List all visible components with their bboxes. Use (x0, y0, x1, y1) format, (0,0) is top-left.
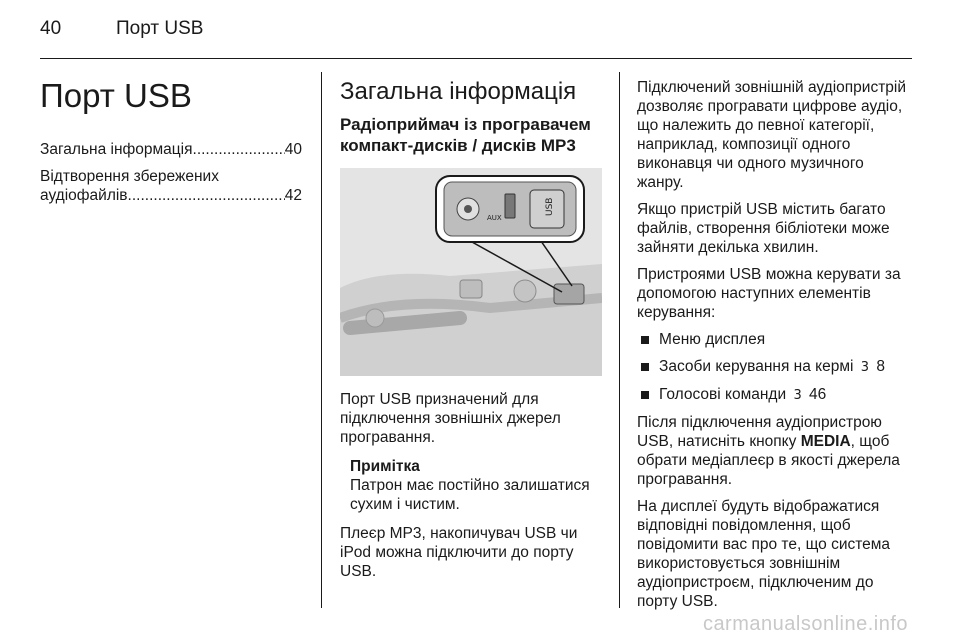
section-column (340, 78, 602, 589)
toc-leader (193, 140, 285, 159)
toc-entry-text: аудіофайлів (40, 187, 128, 204)
intro-paragraph: Порт USB призначений для підключення зовнішніх джерел програвання. (340, 391, 561, 446)
chapter-column (40, 78, 302, 213)
watermark: carmanualsonline.info (702, 613, 908, 635)
section-title: Загальна інформація (340, 78, 577, 105)
usb-port-small (554, 284, 584, 304)
bullet-square-icon (641, 363, 649, 371)
cross-reference-icon[interactable]: 3 (793, 388, 802, 403)
toc-entry-page: 40 (284, 141, 302, 158)
toc-leader (128, 186, 285, 205)
toc-entry-page: 42 (284, 187, 302, 204)
cross-reference-icon[interactable]: 3 (860, 360, 870, 375)
header-title: Порт USB (116, 18, 204, 39)
note-title: Примітка (350, 458, 420, 475)
cross-reference-page[interactable]: 8 (876, 358, 885, 375)
media-paragraph (637, 413, 907, 489)
list-item-text: Голосові команди (659, 386, 787, 403)
aux-jack-hole (464, 205, 472, 213)
column-divider-2 (619, 72, 620, 608)
note-text: Патрон має постійно залишатися сухим і чистим. (350, 477, 590, 513)
list-item (637, 385, 907, 405)
cross-reference-page[interactable]: 46 (809, 386, 827, 403)
toc-entry-text-line1: Відтворення збережених (40, 168, 219, 185)
aux-label: AUX (487, 214, 502, 222)
display-paragraph: На дисплеї будуть відображатися відповідні повідомлення, щоб повідомити вас про те, що система використовується зовнішнім аудіопристроєм, підключеним до порту USB. (637, 498, 891, 610)
bullet-square-icon (641, 391, 649, 399)
list-item (637, 330, 907, 349)
page-number: 40 (40, 18, 62, 39)
list-item-text: Меню дисплея (659, 331, 766, 348)
usb-label: USB (545, 197, 555, 216)
devices-paragraph: Плеєр MP3, накопичувач USB чи iPod можна підключити до порту USB. (340, 525, 578, 580)
toc-entry-text: Загальна інформація (40, 141, 193, 158)
media-text-post: , щоб обрати медіаплеєр в якості джерела програвання. (637, 433, 900, 488)
usb-slot (505, 194, 515, 218)
media-text-pre: Після підключення аудіопристрою USB, натисніть кнопку (637, 414, 882, 450)
switch-shape (460, 280, 482, 298)
chapter-title: Порт USB (40, 77, 192, 114)
list-item-text: Засоби керування на кермі (659, 358, 854, 375)
media-button-label: MEDIA (800, 433, 851, 450)
section-subtitle: Радіоприймач із програвачем компакт-дисків / дисків MP3 (340, 115, 591, 155)
knob-shape (366, 309, 384, 327)
bullet-square-icon (641, 336, 649, 344)
column-divider-1 (321, 72, 322, 608)
toc-entry-playback[interactable] (40, 167, 302, 205)
controls-paragraph: Пристроями USB можна керувати за допомогою наступних елементів керування: (637, 266, 901, 321)
capability-paragraph: Підключений зовнішній аудіопристрій дозволяє програвати цифрове аудіо, що належить до певної категорії, наприклад, композиції одного виконавця чи одного музичного жанру. (637, 79, 907, 191)
socket-shape (514, 280, 536, 302)
library-paragraph: Якщо пристрій USB містить багато файлів, створення бібліотеки може зайняти декілька хвилин. (637, 201, 890, 256)
list-item (637, 357, 907, 377)
usb-port-photo (340, 168, 602, 376)
details-column (637, 78, 907, 619)
header-rule (40, 58, 912, 59)
toc-entry-general[interactable] (40, 140, 302, 159)
